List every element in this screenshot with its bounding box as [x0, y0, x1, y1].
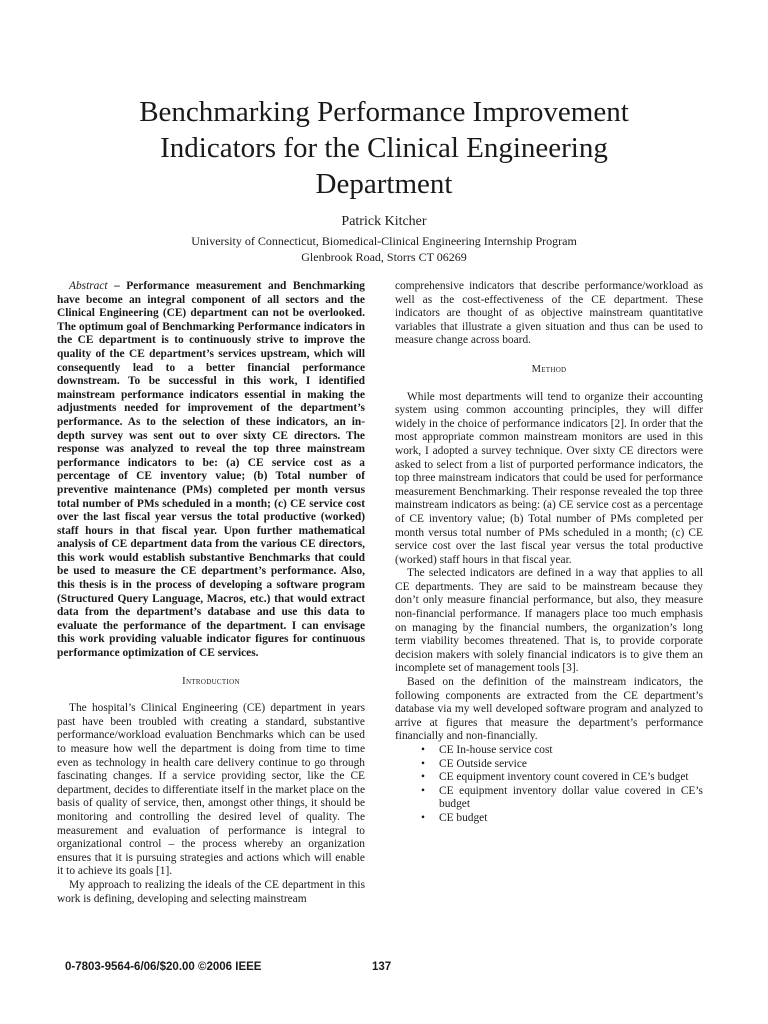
list-item: • CE budget	[395, 812, 703, 826]
abstract-lead: Abstract	[69, 280, 108, 292]
method-paragraph-1: While most departments will tend to organize their accounting system using common accounting principles, they will differ widely in the choice of performance indicators [2]. In order that the most appropriate common mainstream monitors are used in this work, I adopted a survey technique. Over sixty CE directors were asked to select from a list of purported performance indicators, the top three mainstream indicators that could be used for performance measurement Benchmarking. Their response revealed the top three mainstream indicators as being: (a) CE service cost as a percentage of CE inventory value; (b) Total number of PMs completed per month versus total number of PMs scheduled in a month; (c) CE service cost over the last fiscal year versus the total productive (worked) staff hours in that fiscal year.	[395, 390, 703, 566]
left-column	[57, 280, 365, 906]
method-heading: Method	[531, 363, 567, 375]
author-affiliation	[0, 233, 768, 265]
component-list	[395, 744, 703, 826]
list-item: • CE Outside service	[395, 758, 703, 772]
introduction-paragraph-1: The hospital’s Clinical Engineering (CE) department in years past have been troubled with creating a standard, substantive performance/workload evaluation Benchmarks which can be used to measure how well the department is doing from time to time even as technology in health care delivery continue to go through fascinating changes. If a service providing sector, like the CE department, decides to differentiate itself in the market place on the basis of quality of service, then, amongst other things, it should be monitoring and controlling the desired level of quality. The measurement and evaluation of performance is integral to organizational control – the process whereby an organization ensures that it is pursuing strategies and actions which will enable it to achieve its goals [1].	[57, 702, 365, 878]
list-item: • CE In-house service cost	[395, 744, 703, 758]
introduction-paragraph-2: My approach to realizing the ideals of the CE department in this work is defining, developing and selecting mainstream	[57, 878, 365, 905]
abstract-body: Performance measurement and Benchmarking have become an integral component of all sectors and the Clinical Engineering (CE) department can not be overlooked. The optimum goal of Benchmarking Performance indicators in the CE department is to continuously strive to improve the quality of the CE department’s services upstream, which will consequently lead to a better financial performance downstream. To be successful in this work, I identified mainstream performance indicators essential in making the adjustments needed for improvement of the department’s performance. As to the selection of these indicators, an in-depth survey was sent out to over sixty CE directors. The response was analyzed to reveal the top three mainstream performance indicators to be: (a) CE service cost as a percentage of CE inventory value; (b) Total number of preventive maintenance (PMs) completed per month versus total number of PMs scheduled in a month; (c) CE service cost over the last fiscal year versus the total productive (worked) staff hours in that fiscal year. Upon further mathematical analysis of CE department data from the various CE directors, this work would establish substantive Benchmarks that could be used to measure the CE department’s performance. Also, this thesis is in the process of developing a software program (Structured Query Language, Macros, etc.) that would extract data from the department’s database and use this data to evaluate the performance of the department. I can envisage this work providing valuable indicator figures for continuous performance optimization of CE services.	[57, 280, 366, 660]
continuation-paragraph: comprehensive indicators that describe performance/workload as well as the cost-effectiveness of the CE department. These indicators are thought of as objective mainstream quantitative variables that illustrate a given situation and thus can be used to measure change across board.	[395, 280, 703, 347]
abstract-paragraph	[57, 280, 365, 661]
list-item: • CE equipment inventory dollar value covered in CE’s budget	[395, 785, 703, 812]
author-name: Patrick Kitcher	[341, 214, 427, 229]
right-column	[395, 280, 703, 826]
affiliation-line-1: University of Connecticut, Biomedical-Clinical Engineering Internship Program	[191, 234, 577, 248]
copyright-identifier: 0-7803-9564-6/06/$20.00 ©2006 IEEE	[65, 961, 262, 973]
introduction-heading: Introduction	[182, 675, 240, 687]
affiliation-line-2: Glenbrook Road, Storrs CT 06269	[301, 250, 467, 264]
list-item: • CE equipment inventory count covered in CE’s budget	[395, 771, 703, 785]
paper-title: Benchmarking Performance Improvement Indicators for the Clinical Engineering Department	[139, 96, 629, 200]
abstract-dash: –	[107, 280, 127, 292]
method-paragraph-3: Based on the definition of the mainstream indicators, the following components are extracted from the CE department’s database via my well developed software program and analyzed to arrive at figures that measure the department’s performance financially and non-financially.	[395, 676, 703, 743]
method-paragraph-2: The selected indicators are defined in a way that applies to all CE departments. They are said to be mainstream because they don’t only measure financial performance, but also, they measure non-financial performance. If managers place too much emphasis on managing by the financial numbers, the organization’s long term viability becomes threatened. That is, to provide corporate decision makers with solely financial indicators is to give them an incomplete set of management tools [3].	[395, 567, 703, 675]
page-number: 137	[372, 961, 392, 973]
